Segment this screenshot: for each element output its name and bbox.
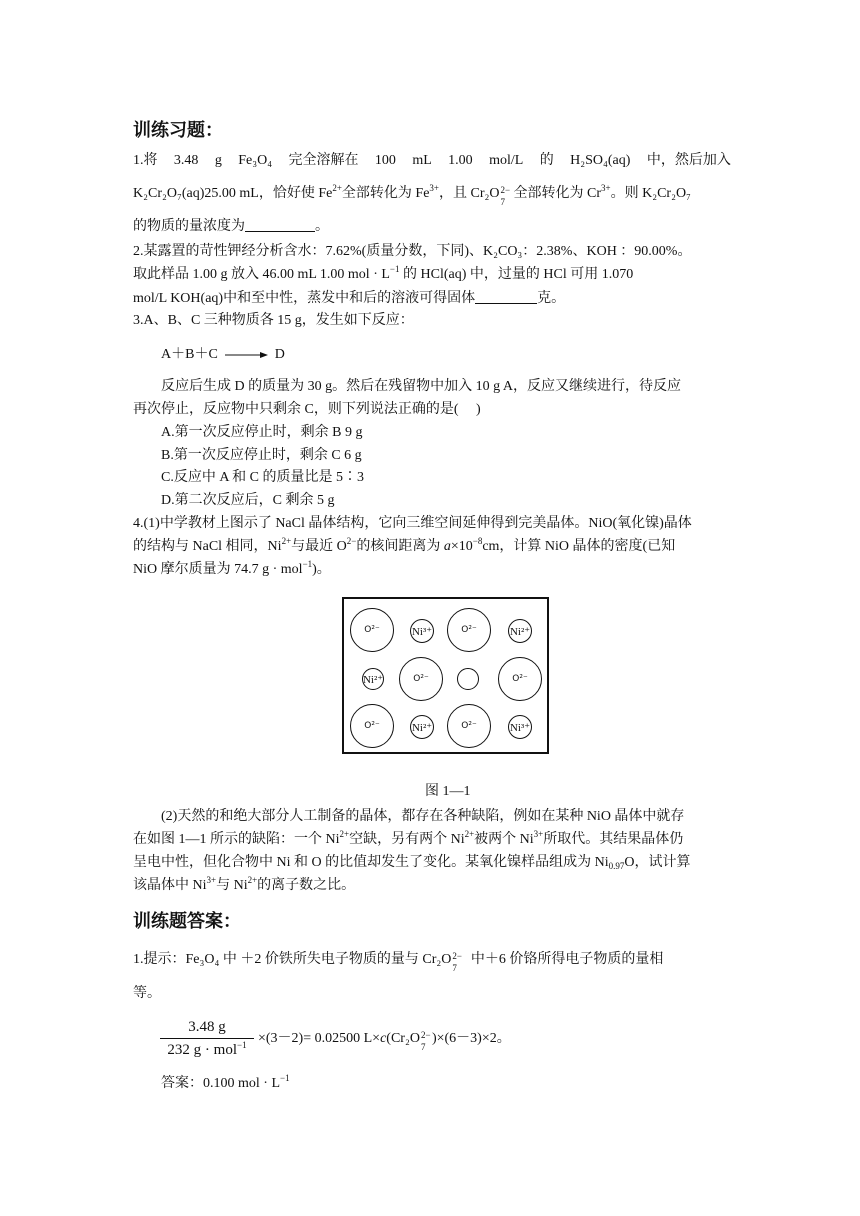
q1-line1: 1.将 3.48 g Fe₃O₄ 完全溶解在 100 mL 1.00 mol/L 的 H₂SO₄(aq) 中，然后加入 [133, 153, 731, 168]
a1-equation: ×(3－2)= 0.02500 L×c(Cr₂O 2− 7 )×(6－3)×2。 [258, 1029, 511, 1052]
q1-line3: 的物质的量浓度为 。 [133, 219, 329, 234]
dichromate-ion-script: 2− 7 [500, 184, 511, 207]
option-d[interactable]: D.第二次反应后，C 剩余 5 g [161, 493, 335, 508]
q1-line2: K₂Cr₂O₇(aq)25.00 mL，恰好使 $Fe^{2+}$全部转化为 $Fe^{3+}$，且 Cr₂O 2− 7 全部转化为 $Cr^{3+}$。则 K₂Cr₂O₇ [133, 183, 691, 207]
answers-heading: 训练题答案： [133, 911, 241, 932]
q4-p2-line1: (2)天然的和绝大部分人工制备的晶体，都存在各种缺陷，例如在某种 NiO 晶体中就存 [161, 809, 685, 824]
q4-p2-line4: 该晶体中 $Ni^{3+}$与 $Ni^{2+}$的离子数之比。 [133, 875, 356, 893]
option-c[interactable]: C.反应中 A 和 C 的质量比是 5∶3 [161, 470, 365, 485]
reaction-equation: A＋B＋C D [161, 347, 285, 362]
q4-line2: 的结构与 NaCl 相同，$Ni^{2+}$与最近 $O^{2-}$的核间距离为 $a\times 10^{-8}cm$，计算 NiO 晶体的密度(已知 [133, 536, 676, 554]
q3-para-line2: 再次停止，反应物中只剩余 C，则下列说法正确的是( ) [133, 402, 481, 417]
oxide-ion: O²⁻ [350, 608, 394, 652]
oxide-ion: O²⁻ [498, 657, 542, 701]
fraction: 3.48 g 232 g · mol$^{-1}$ [160, 1016, 254, 1061]
reaction-arrow-icon [223, 350, 269, 360]
q4-p2-line3: 呈电中性，但化合物中 Ni 和 O 的比值却发生了变化。某氧化镍样品组成为 $Ni_{0.97}O$，试计算 [133, 855, 691, 871]
q2-line2: 取此样品 1.00 g 放入 46.00 mL 1.00 mol · $L^{-1}$ 的 HCl(aq) 中，过量的 HCl 可用 1.070 [133, 264, 634, 282]
nickel-3-ion: Ni³⁺ [410, 619, 434, 643]
oxide-ion: O²⁻ [399, 657, 443, 701]
a1-line2: 等。 [133, 986, 161, 1001]
nickel-vacancy [457, 668, 479, 690]
oxide-ion: O²⁻ [447, 704, 491, 748]
option-b[interactable]: B.第一次反应停止时，剩余 C 6 g [161, 448, 362, 463]
a1-answer: 答案：0.100 mol · $L^{-1}$ [161, 1073, 290, 1091]
q4-line3: NiO 摩尔质量为 74.7 g · mol$^{-1}$)。 [133, 559, 331, 577]
figure-caption: 图 1—1 [425, 784, 471, 799]
q3-line1: 3.A、B、C 三种物质各 15 g，发生如下反应： [133, 313, 414, 328]
nickel-2-ion: Ni²⁺ [410, 715, 434, 739]
option-a[interactable]: A.第一次反应停止时，剩余 B 9 g [161, 425, 363, 440]
dichromate-ion-script: 2− 7 [420, 1029, 431, 1052]
nickel-2-ion: Ni²⁺ [362, 668, 384, 690]
exercises-heading: 训练习题： [133, 120, 223, 141]
nio-defect-diagram [342, 597, 549, 754]
q2-line3: mol/L KOH(aq)中和至中性，蒸发中和后的溶液可得固体 克。 [133, 291, 566, 306]
oxide-ion: O²⁻ [447, 608, 491, 652]
oxide-ion: O²⁻ [350, 704, 394, 748]
nickel-2-ion: Ni²⁺ [508, 619, 532, 643]
q4-p2-line2: 在如图 1—1 所示的缺陷：一个 $Ni^{2+}$空缺，另有两个 $Ni^{2+}$被两个 $Ni^{3+}$所取代。其结果晶体仍 [133, 829, 684, 847]
answer-blank[interactable] [475, 289, 537, 304]
q2-line1: 2.某露置的苛性钾经分析含水：7.62%(质量分数，下同)、K₂CO₃：2.38%、KOH ：90.00%。 [133, 244, 692, 259]
q4-line1: 4.(1)中学教材上图示了 NaCl 晶体结构，它向三维空间延伸得到完美晶体。NiO(氧化镍)晶体 [133, 516, 692, 531]
answer-blank[interactable] [245, 217, 315, 232]
q3-para-line1: 反应后生成 D 的质量为 30 g。然后在残留物中加入 10 g A，反应又继续进行，待反应 [161, 379, 681, 394]
nickel-3-ion: Ni³⁺ [508, 715, 532, 739]
dichromate-ion-script: 2− 7 [452, 950, 462, 973]
a1-line1: 1.提示：Fe₃O₄ 中 ＋2 价铁所失电子物质的量与 Cr₂O 2− 7 中＋6 价铬所得电子物质的量相 [133, 950, 664, 973]
